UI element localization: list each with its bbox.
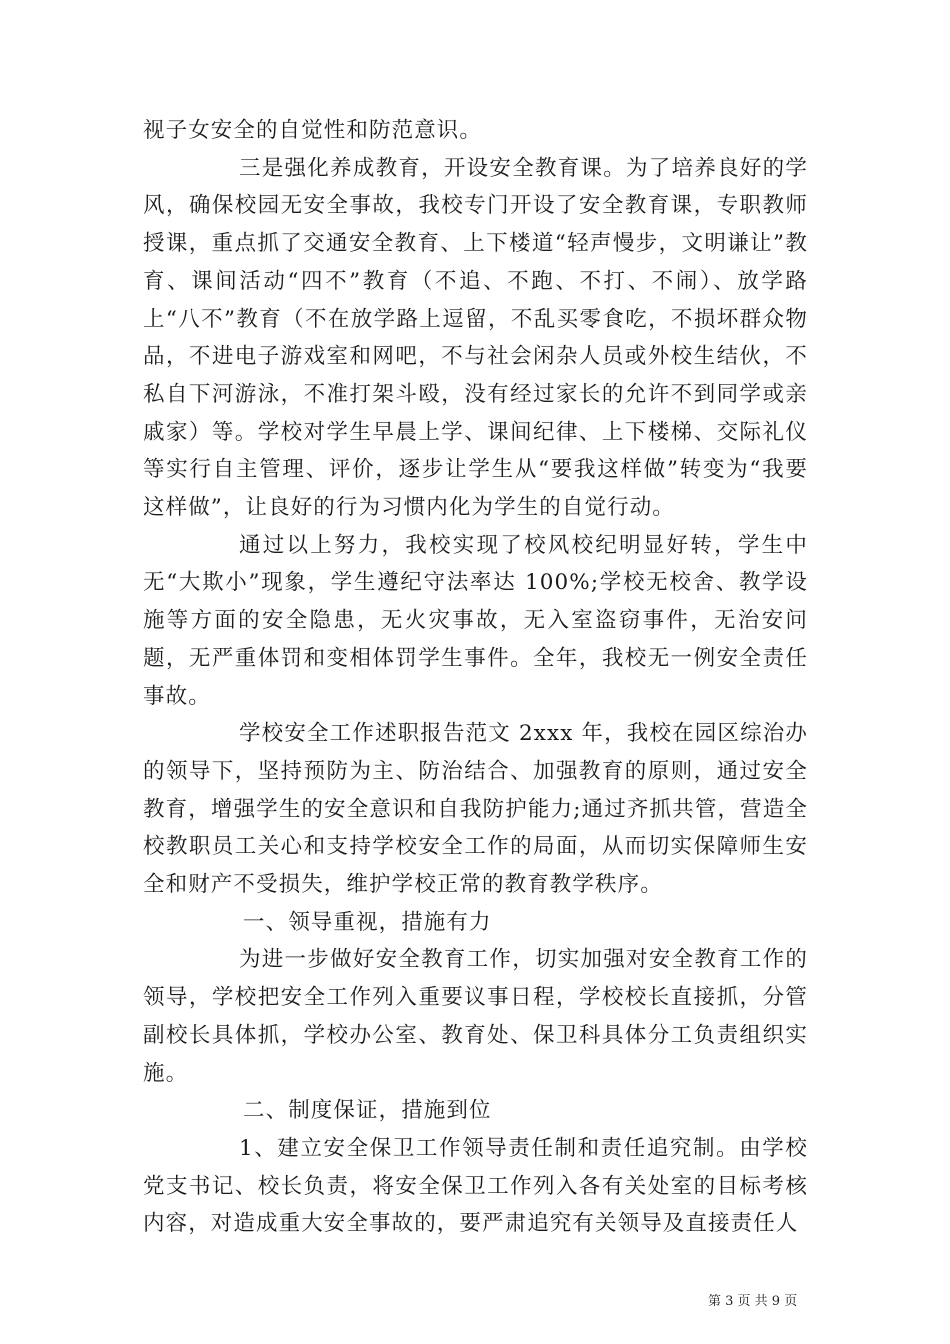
page-footer (708, 1290, 818, 1309)
paragraph-report-intro: 学校安全工作述职报告范文 2xxx 年，我校在园区综治办的领导下，坚持预防为主、防治结合、加强教育的原则，通过安全教育，增强学生的安全意识和自我防护能力;通过齐抓共管，营造全校教职员工关心和支持学校安全工作的局面，从而切实保障师生安全和财产不受损失，维护学校正常的教育教学秩序。 (143, 721, 808, 898)
paragraph-results: 通过以上努力，我校实现了校风校纪明显好转，学生中无“大欺小”现象，学生遵纪守法率达 100%;学校无校舍、教学设施等方面的安全隐患，无火灾事故，无入室盗窃事件，无治安问题，无严重体罚和变相体罚学生事件。全年，我校无一例安全责任事故。 (143, 532, 808, 709)
paragraph-responsibility: 1、建立安全保卫工作领导责任制和责任追究制。由学校党支书记、校长负责，将安全保卫工作列入各有关处室的目标考核内容，对造成重大安全事故的，要严肃追究有关领导及直接责任人 (143, 1135, 808, 1237)
section-heading-leadership: 一、领导重视，措施有力 (243, 909, 492, 935)
page-number-label: 第 3 页 共 9 页 (708, 1294, 798, 1309)
paragraph-continuation: 视子女安全的自觉性和防范意识。 (143, 118, 483, 143)
paragraph-habit-education: 三是强化养成教育，开设安全教育课。为了培养良好的学风，确保校园无安全事故，我校专门开设了安全教育课，专职教师授课，重点抓了交通安全教育、上下楼道“轻声慢步，文明谦让”教育、课间活动“四不”教育（不追、不跑、不打、不闹）、放学路上“八不”教育（不在放学路上逗留，不乱买零食吃，不损坏群众物品，不进电子游戏室和网吧，不与社会闲杂人员或外校生结伙，不私自下河游泳，不准打架斗殴，没有经过家长的允许不到同学或亲戚家）等。学校对学生早晨上学、课间纪律、上下楼梯、交际礼仪等实行自主管理、评价，逐步让学生从“要我这样做”转变为“我要这样做”，让良好的行为习惯内化为学生的自觉行动。 (143, 155, 808, 521)
paragraph-leadership: 为进一步做好安全教育工作，切实加强对安全教育工作的领导，学校把安全工作列入重要议事日程，学校校长直接抓，分管副校长具体抓，学校办公室、教育处、保卫科具体分工负责组织实施。 (143, 947, 808, 1086)
body-text (143, 112, 808, 1243)
section-heading-system: 二、制度保证，措施到位 (243, 1098, 492, 1124)
